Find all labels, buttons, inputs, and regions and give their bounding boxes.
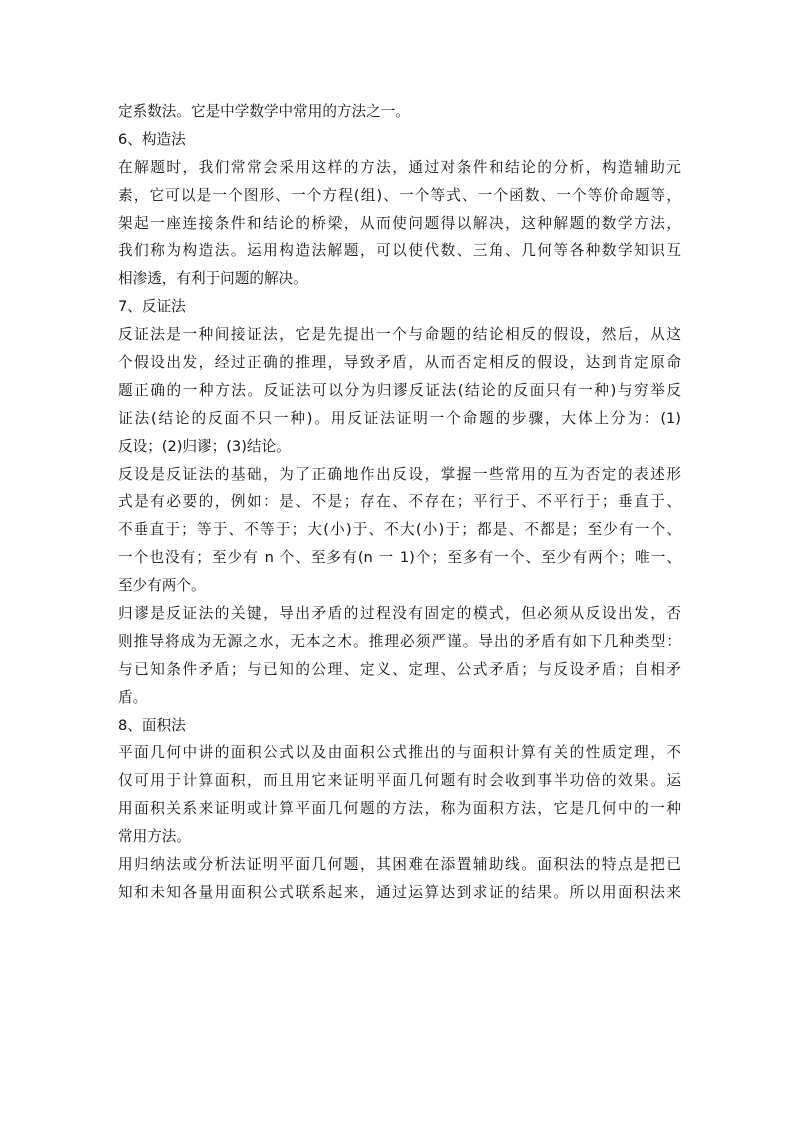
paragraph-line: 在解题时，我们常常会采用这样的方法，通过对条件和结论的分析，构造辅助元 bbox=[118, 158, 681, 176]
paragraph-line: 证法(结论的反面不只一种)。用反证法证明一个命题的步骤，大体上分为：(1) bbox=[118, 409, 681, 427]
paragraph-line: 反设；(2)归谬；(3)结论。 bbox=[118, 437, 291, 455]
paragraph-line: 定系数法。它是中学数学中常用的方法之一。 bbox=[118, 103, 410, 120]
paragraph-line: 与已知条件矛盾；与已知的公理、定义、定理、公式矛盾；与反设矛盾；自相矛 bbox=[118, 660, 681, 678]
paragraph-line: 式是有必要的，例如：是、不是；存在、不存在；平行于、不平行于；垂直于、 bbox=[118, 493, 681, 511]
section-heading-construction-method: 6、构造法 bbox=[118, 130, 186, 148]
paragraph-line: 反设是反证法的基础，为了正确地作出反设，掌握一些常用的互为否定的表述形 bbox=[118, 465, 681, 483]
paragraph-line: 平面几何中讲的面积公式以及由面积公式推出的与面积计算有关的性质定理，不 bbox=[118, 744, 681, 762]
paragraph-line: 至少有两个。 bbox=[118, 577, 206, 595]
paragraph-line: 则推导将成为无源之水，无本之木。推理必须严谨。导出的矛盾有如下几种类型： bbox=[118, 632, 681, 650]
paragraph-line: 用归纳法或分析法证明平面几何题，其困难在添置辅助线。面积法的特点是把已 bbox=[118, 856, 681, 874]
paragraph-line: 常用方法。 bbox=[118, 828, 191, 846]
paragraph-line: 用面积关系来证明或计算平面几何题的方法，称为面积方法，它是几何中的一种 bbox=[118, 800, 681, 818]
paragraph-line: 一个也没有；至少有 n 个、至多有(n 一 1)个；至多有一个、至少有两个；唯一、 bbox=[118, 549, 681, 567]
paragraph-line: 反证法是一种间接证法，它是先提出一个与命题的结论相反的假设，然后，从这 bbox=[118, 326, 681, 344]
paragraph-line: 个假设出发，经过正确的推理，导致矛盾，从而否定相反的假设，达到肯定原命 bbox=[118, 354, 681, 372]
paragraph-line: 素，它可以是一个图形、一个方程(组)、一个等式、一个函数、一个等价命题等， bbox=[118, 186, 681, 204]
paragraph-line: 我们称为构造法。运用构造法解题，可以使代数、三角、几何等各种数学知识互 bbox=[118, 242, 681, 260]
paragraph-line: 不垂直于；等于、不等于；大(小)于、不大(小)于；都是、不都是；至少有一个、 bbox=[118, 521, 681, 539]
paragraph-line: 架起一座连接条件和结论的桥梁，从而使问题得以解决，这种解题的数学方法， bbox=[118, 214, 681, 232]
section-heading-area-method: 8、面积法 bbox=[118, 716, 186, 734]
document-body bbox=[118, 98, 681, 907]
paragraph-line: 仅可用于计算面积，而且用它来证明平面几何题有时会收到事半功倍的效果。运 bbox=[118, 772, 681, 790]
paragraph-line: 盾。 bbox=[118, 688, 148, 706]
section-heading-proof-by-contradiction: 7、反证法 bbox=[118, 298, 186, 316]
paragraph-line: 归谬是反证法的关键，导出矛盾的过程没有固定的模式，但必须从反设出发，否 bbox=[118, 605, 681, 623]
paragraph-line: 相渗透，有利于问题的解决。 bbox=[118, 270, 308, 288]
paragraph-line: 题正确的一种方法。反证法可以分为归谬反证法(结论的反面只有一种)与穷举反 bbox=[118, 381, 681, 399]
paragraph-line: 知和未知各量用面积公式联系起来，通过运算达到求证的结果。所以用面积法来 bbox=[118, 883, 681, 901]
